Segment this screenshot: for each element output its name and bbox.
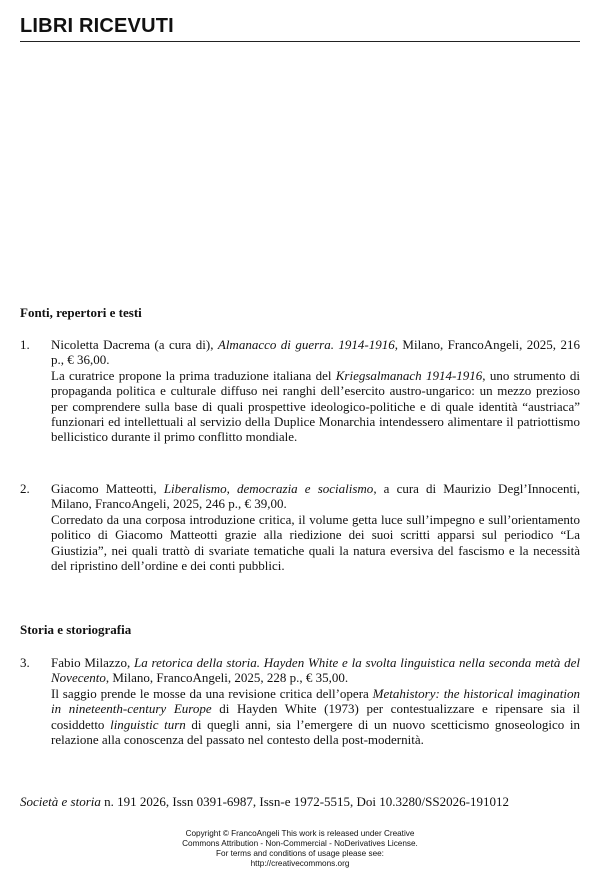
citation-details: n. 191 2026, Issn 0391-6987, Issn-e 1972-5515, Doi 10.3280/SS2026-191012 xyxy=(100,794,509,809)
journal-name: Società e storia xyxy=(20,794,101,809)
book-title: La retorica della storia. Hayden White e la svolta linguistica nella seconda metà del Novecento xyxy=(51,655,580,686)
entry-number: 2. xyxy=(20,481,30,496)
book-title: Almanacco di guerra. 1914-1916 xyxy=(217,337,395,352)
page-title: LIBRI RICEVUTI xyxy=(20,15,174,37)
entry-body xyxy=(51,337,580,445)
list-item xyxy=(20,655,580,747)
entry-number: 1. xyxy=(20,337,30,352)
entry-citation: Nicoletta Dacrema (a cura di), Almanacco di guerra. 1914-1916, Milano, FrancoAngeli, 2025, 216 p., € 36,00. xyxy=(51,337,580,368)
entry-citation: Fabio Milazzo, La retorica della storia. Hayden White e la svolta linguistica nella seconda metà del Novecento, Milano, FrancoAngeli, 2025, 228 p., € 35,00. xyxy=(51,655,580,686)
entry-number: 3. xyxy=(20,655,30,670)
book-title: Liberalismo, democrazia e socialismo xyxy=(163,481,374,496)
entry-body xyxy=(51,655,580,747)
page-header xyxy=(20,14,580,42)
entry-description: La curatrice propone la prima traduzione italiana del Kriegsalmanach 1914-1916, uno strumento di propaganda politica e culturale diffuso nei ranghi dell’esercito austro-ungarico: un mezzo prezioso per comprendere sulla base di quali prospettive ideologico-politiche e di quale identità “austriaca” funzionari ed intellettuali al servizio della Duplice Monarchia intendessero alimentare il patriottismo bellicistico durante il primo conflitto mondiale. xyxy=(51,367,580,445)
entry-body xyxy=(51,481,580,573)
entry-description: Corredato da una corposa introduzione critica, il volume getta luce sull’impegno e sull’orientamento politico di Giacomo Matteotti grazie alla riedizione dei suoi scritti apparsi sul periodico “La Giustizia”, nei quali trattò di svariate tematiche quali la natura eversiva del fascismo e la necessità del ripristino dell’ordine e dei conti pubblici. xyxy=(51,511,580,574)
entry-description: Il saggio prende le mosse da una revisione critica dell’opera Metahistory: the historical imagination in nineteenth-century Europe di Hayden White (1973) per contestualizzare e ripensare sia il cosiddetto linguistic turn di quegli anni, sia l’emergere di un nuovo scetticismo gnoseologico in relazione alla conoscenza del passato nel contesto della post-modernità. xyxy=(51,685,581,748)
license-link[interactable]: http://creativecommons.org xyxy=(250,859,350,868)
list-item xyxy=(20,337,580,445)
journal-citation xyxy=(20,794,580,810)
section-heading-fonti: Fonti, repertori e testi xyxy=(20,305,142,320)
section-heading-storia: Storia e storiografia xyxy=(20,622,132,637)
list-item xyxy=(20,481,580,573)
entry-citation: Giacomo Matteotti, Liberalismo, democrazia e socialismo, a cura di Maurizio Degl’Innocenti, Milano, FrancoAngeli, 2025, 246 p., € 39,00. xyxy=(51,481,581,512)
copyright-notice: Copyright © FrancoAngeli This work is released under Creative Commons Attribution - Non-Commercial - NoDerivatives License. For terms and conditions of usage please see: http://creativecommons.org xyxy=(100,829,500,869)
